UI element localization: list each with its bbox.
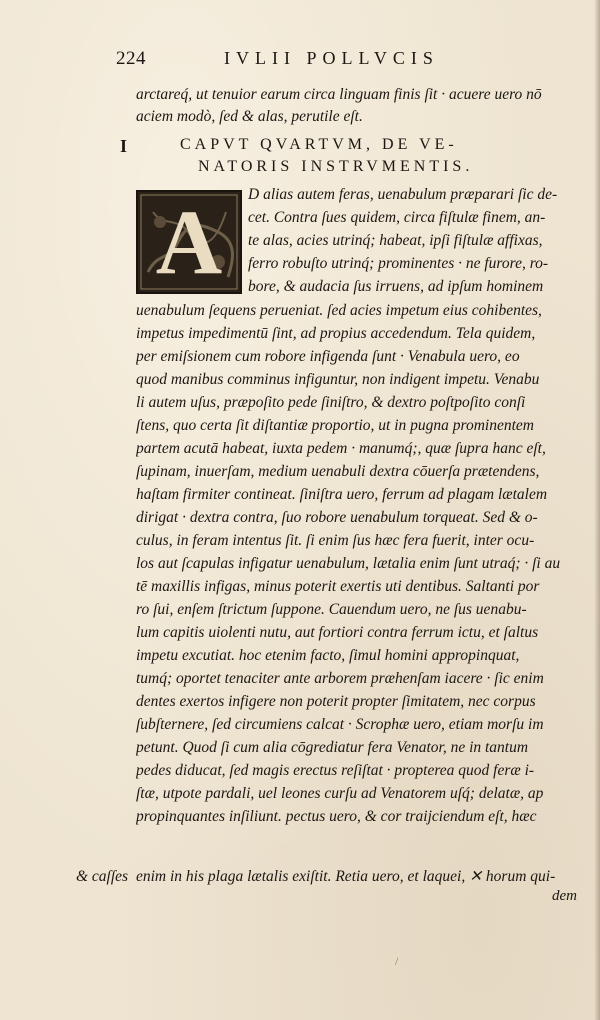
page-header xyxy=(116,48,516,76)
text-line: ſtæ, utpote pardali, uel leones curſu ad Venatorem uſq́; delatæ, ap xyxy=(136,785,544,802)
text-line: D alias autem feras, uenabulum præparari ſic de- xyxy=(248,186,558,203)
text-line: bore, & audacia ſus irruens, ad ipſum hominem xyxy=(248,278,544,295)
text-line: petunt. Quod ſi cum alia cōgrediatur fera Venator, ne in tantum xyxy=(136,739,529,756)
chapter-number: I xyxy=(120,136,128,156)
text-line: impetu excutiat. hoc etenim facto, ſimul homini appropinquat, xyxy=(136,647,520,664)
text-line: tumq́; oportet tenaciter ante arborem præhenſam iacere · ſic enim xyxy=(136,670,544,687)
text-line: culus, in feram intentus ſit. ſi enim ſus hæc fera fuerit, inter ocu- xyxy=(136,532,535,549)
chapter-title-line-1: CAPVT QVARTVM, DE VE- xyxy=(180,136,458,153)
text-line: li autem uſus, præpoſito pede ſiniſtro, & dextro poſtpoſito conſi xyxy=(136,394,526,411)
text-line: propinquantes inſiliunt. pectus uero, & cor traijciendum eſt, hæc xyxy=(136,808,537,825)
text-line: pedes diducat, ſed magis erectus reſiſtat · propterea quod feræ i- xyxy=(136,762,535,779)
text-line: los aut ſcapulas infigatur uenabulum, lætalia enim ſunt utraq́; · ſi au xyxy=(136,555,561,572)
decorated-initial xyxy=(136,190,242,294)
text-line: ſupinam, inuerſam, medium uenabuli dextra cōuerſa prætendens, xyxy=(136,463,540,480)
text-line: arctareq́, ut tenuior earum circa linguam finis ſit · acuere uero nō xyxy=(136,86,542,103)
text-line: haſtam firmiter contineat. ſiniſtra uero, ferrum ad plagam lætalem xyxy=(136,486,548,503)
text-line: ſtens, quo certa ſit diſtantiæ proportio, ut in pugna prominentem xyxy=(136,417,534,434)
text-line: lum capitis uiolenti nutu, aut fortiori contra ferrum ictu, et ſaltus xyxy=(136,624,539,641)
text-line: cet. Contra ſues quidem, circa fiſtulæ finem, an- xyxy=(248,209,546,226)
page-edge-shadow xyxy=(594,0,600,1020)
text-line: dentes exertos infigere non poterit propter ſimitatem, nec corpus xyxy=(136,693,536,710)
margin-note: & caſſes xyxy=(76,868,129,885)
text-line: impetus impedimentū ſint, ad propius accedendum. Tela quidem, xyxy=(136,325,536,342)
text-line: tē maxillis infigas, minus poterit exertis uti dentibus. Saltanti por xyxy=(136,578,540,595)
text-line: te alas, acies utrinq́; habeat, ipſi fiſtulæ affixas, xyxy=(248,232,543,249)
running-head: IVLII POLLVCIS xyxy=(224,48,439,68)
text-line: enim in his plaga lætalis exiſtit. Retia uero, et laquei, ✕ horum qui- xyxy=(136,868,556,885)
text-line: partem acutā habeat, iuxta pedem · manumq́;, quæ ſupra hanc eſt, xyxy=(136,440,546,457)
foot-mark: / xyxy=(395,954,399,968)
text-line: uenabulum ſequens perueniat. ſed acies impetum eius cohibentes, xyxy=(136,302,542,319)
chapter-title-line-2: NATORIS INSTRVMENTIS. xyxy=(198,158,474,175)
text-line: ferro robuſto utrinq́; prominentes · ne furore, ro- xyxy=(248,255,549,272)
text-line: per emiſsionem cum robore infigenda ſunt · Venabula uero, eo xyxy=(136,348,520,365)
text-line: quod manibus comminus infiguntur, non indigent impetu. Venabu xyxy=(136,371,540,388)
text-line: ſubſternere, ſed circumiens calcat · Scrophæ uero, etiam morſu im xyxy=(136,716,544,733)
initial-letter: A xyxy=(155,191,223,293)
catchword: dem xyxy=(552,888,577,904)
text-line: aciem modò, ſed & alas, perutile eſt. xyxy=(136,108,363,125)
text-line: dirigat · dextra contra, ſuo robore uenabulum torqueat. Sed & o- xyxy=(136,509,538,526)
text-line: ro ſui, enſem ſtrictum ſuppone. Cauendum uero, ne ſus uenabu- xyxy=(136,601,527,618)
page-number: 224 xyxy=(116,48,146,69)
